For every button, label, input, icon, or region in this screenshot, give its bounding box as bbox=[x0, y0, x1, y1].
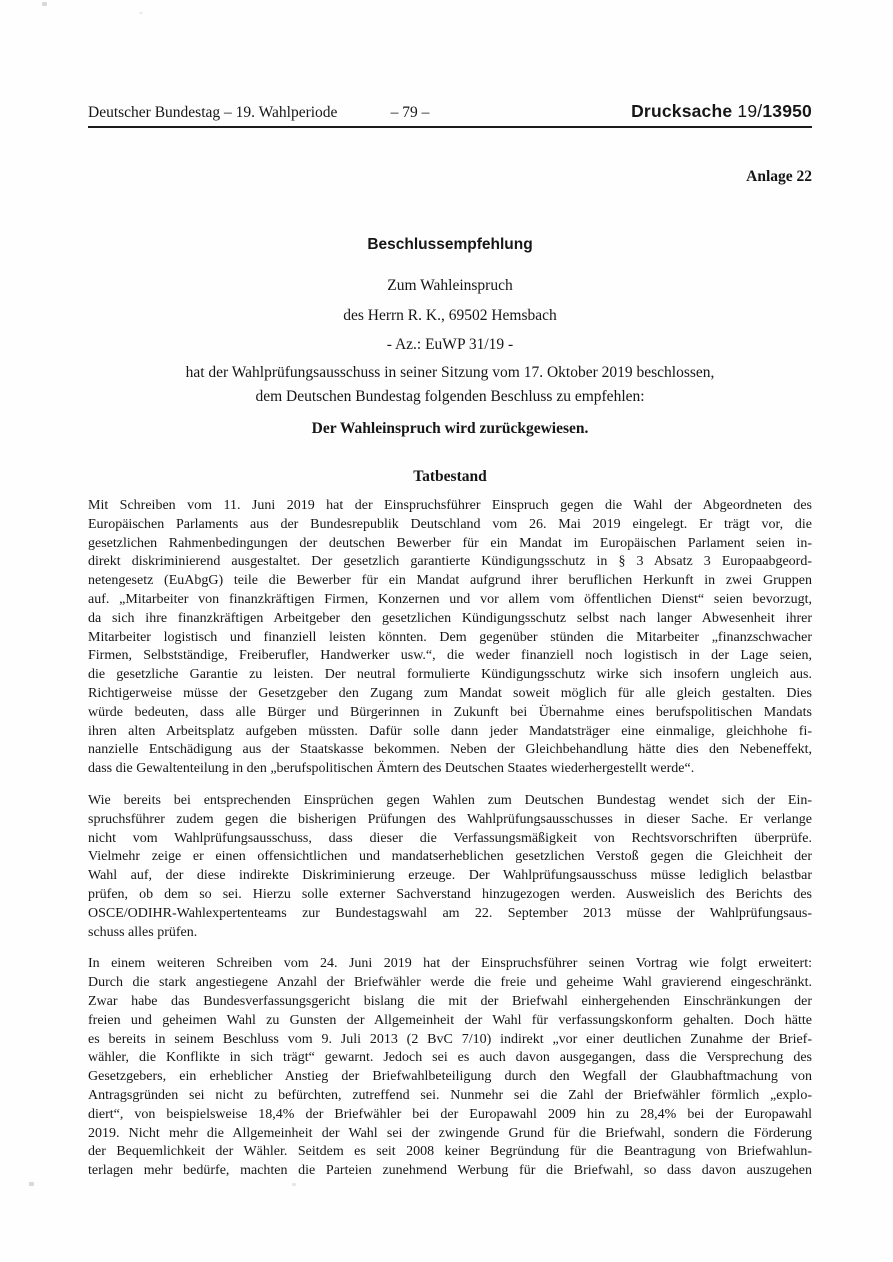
body-text bbox=[88, 497, 812, 1181]
drucksache-number-prefix: 19/ bbox=[737, 101, 763, 121]
text-line: die gesetzliche Garantie zu leisten. Der neutral formulierte Kündigungsschutz wirke sich insofern ungleich aus. bbox=[88, 667, 812, 683]
drucksache-label: Drucksache bbox=[631, 101, 733, 121]
text-line: diert“, von beispielsweise 18,4% der Briefwähler bei der Europawahl 2009 hin zu 28,4% bei der Europawahl bbox=[88, 1106, 812, 1122]
scan-artifact bbox=[42, 2, 47, 6]
text-line: Mitarbeiter logistisch und finanziell leisten könnten. Dem gegenüber stünden die Mitarbeiter „finanzschwacher bbox=[88, 629, 812, 645]
text-line: Wie bereits bei entsprechenden Einsprüchen gegen Wahlen zum Deutschen Bundestag wendet sich der Ein- bbox=[88, 792, 812, 808]
text-line: Wahl auf, der diese indirekte Diskriminierung erzeuge. Der Wahlprüfungsausschuss müsse lediglich belastbar bbox=[88, 868, 812, 884]
header-parliament-label: Deutscher Bundestag – 19. Wahlperiode bbox=[88, 104, 338, 121]
text-line: Firmen, Selbstständige, Freiberufler, Handwerker usw.“, die weder finanziell noch logistisch in der Lage seien, bbox=[88, 648, 812, 664]
text-line: Zwar habe das Bundesverfassungsgericht bislang die mit der Briefwahl einhergehenden Einschränkungen der bbox=[88, 993, 812, 1009]
text-line: Gesetzgebers, ein erheblicher Anstieg der Briefwahlbeteiligung durch den Wegfall der Glaubhaftmachung von bbox=[88, 1069, 812, 1085]
text-line: Durch die stark angestiegene Anzahl der Briefwähler werde die freie und geheime Wahl gravierend eingeschränkt. bbox=[88, 975, 812, 991]
text-line: wähler, die Konflikte in sich trägt“ gewarnt. Jedoch sei es auch davon ausgegangen, dass die Versprechung des bbox=[88, 1050, 812, 1066]
scan-artifact bbox=[29, 1182, 34, 1186]
annex-label: Anlage 22 bbox=[746, 168, 812, 185]
text-line: der Bequemlichkeit der Wähler. Seitdem es seit 2008 keiner Begründung für die Beantragung von Briefwahlun- bbox=[88, 1144, 812, 1160]
text-line: auf. „Mitarbeiter von finanzkräftigen Firmen, Konzernen und vor allem vom öffentlichen Dienst“ seien bevorzugt, bbox=[88, 591, 812, 607]
text-line: dass die Gewaltenteilung in den „berufspolitischen Ämtern des Deutschen Staates wiederhergestellt werde“. bbox=[88, 761, 695, 777]
text-line: nicht vom Wahlprüfungsausschuss, dass dieser die Verfassungsmäßigkeit von Rechtsvorschriften überprüfe. bbox=[88, 830, 812, 846]
text-line: ihren alten Arbeitsplatz aufgeben müssten. Dafür solle dann jeder Mandatsträger eine einmalige, gleichhohe fi- bbox=[88, 723, 812, 739]
text-line: schuss alles prüfen. bbox=[88, 924, 198, 940]
text-line: 2019. Nicht mehr die Allgemeinheit der Wahl sei der zwingende Grund für die Briefwahl, sondern die Förderung bbox=[88, 1125, 812, 1141]
text-line: würde bedeuten, dass alle Bürger und Bürgerinnen in Zukunft bei Übernahme eines berufspolitischen Mandats bbox=[88, 704, 812, 720]
section-heading-tatbestand: Tatbestand bbox=[413, 468, 487, 485]
text-line: OSCE/ODIHR-Wahlexpertenteams zur Bundestagswahl am 22. September 2013 müsse der Wahlprüfungsaus- bbox=[88, 905, 812, 921]
text-line: gesetzlichen Rahmenbedingungen der deutschen Bewerber für ein Mandat im Europäischen Parlament seien in- bbox=[88, 535, 812, 551]
text-line: Europäischen Parlaments aus der Bundesrepublik Deutschland vom 26. Mai 2019 eingelegt. Er trägt vor, die bbox=[88, 516, 812, 532]
text-line: In einem weiteren Schreiben vom 24. Juni 2019 hat der Einspruchsführer seinen Vortrag wie folgt erweitert: bbox=[88, 956, 812, 972]
subtitle-subject: Zum Wahleinspruch bbox=[387, 277, 513, 294]
text-line: direkt diskriminierend ausgestaltet. Der gesetzlich garantierte Kündigungsschutz in § 3 Absatz 3 Europaabgeord- bbox=[88, 554, 812, 570]
text-line: es bereits in seinem Beschluss vom 9. Juli 2013 (2 BvC 7/10) indirekt „vor einer deutlichen Zunahme der Brief- bbox=[88, 1031, 812, 1047]
subtitle-recommendation-intro: dem Deutschen Bundestag folgenden Beschluss zu empfehlen: bbox=[255, 388, 645, 405]
header-document-number bbox=[469, 101, 812, 122]
text-line: da sich ihre finanzkräftigen Arbeitgeber den gesetzlichen Kündigungsschutz selbst nach langer Abwesenheit ihrer bbox=[88, 610, 812, 626]
body-paragraph-2 bbox=[88, 792, 812, 942]
document-title: Beschlussempfehlung bbox=[367, 236, 533, 253]
body-paragraph-3 bbox=[88, 955, 812, 1181]
text-line: spruchsführer zudem gegen die bisherigen Prüfungen des Wahlprüfungsausschusses in dieser Sache. Er verlange bbox=[88, 811, 812, 827]
text-line: Vielmehr zeige er einen offensichtlichen und mandatserheblichen gesetzlichen Verstoß gegen die Gleichheit der bbox=[88, 849, 812, 865]
text-line: Richtigerweise müsse der Gesetzgeber den Zugang zum Mandat soweit möglich für alle gleich gestalten. Dies bbox=[88, 685, 812, 701]
text-line: freien und geheimen Wahl zu Gunsten der Allgemeinheit der Wahl für verfassungskonform gehalten. Doch hätte bbox=[88, 1012, 812, 1028]
text-line: terlagen mehr bedürfe, machten die Parteien zunehmend Werbung für die Briefwahl, so dass davon auszugehen bbox=[88, 1163, 812, 1179]
drucksache-number: 13950 bbox=[762, 101, 812, 121]
page-content bbox=[88, 0, 812, 1194]
text-line: Mit Schreiben vom 11. Juni 2019 hat der Einspruchsführer Einspruch gegen die Wahl der Abgeordneten des bbox=[88, 498, 812, 513]
text-line: netengesetz (EuAbgG) teile die Bewerber für ein Mandat aufgrund ihrer beruflichen Herkunft in zwei Gruppen bbox=[88, 573, 812, 589]
header-rule bbox=[88, 126, 812, 128]
page-header bbox=[88, 101, 812, 122]
text-line: prüfen, ob dem so sei. Hierzu solle externer Sachverstand hinzugezogen werden. Ausweislich des Berichts des bbox=[88, 886, 812, 902]
text-line: Antragsgründen sei nicht zu befürchten, zutreffend sei. Nunmehr sei die Zahl der Briefwähler förmlich „explo- bbox=[88, 1087, 812, 1103]
body-paragraph-1 bbox=[88, 497, 812, 779]
subtitle-case-number: - Az.: EuWP 31/19 - bbox=[386, 336, 514, 353]
subtitle-petitioner: des Herrn R. K., 69502 Hemsbach bbox=[343, 307, 557, 324]
subtitle-committee-session: hat der Wahlprüfungsausschuss in seiner Sitzung vom 17. Oktober 2019 beschlossen, bbox=[185, 364, 715, 381]
decision-text: Der Wahleinspruch wird zurückgewiesen. bbox=[311, 420, 589, 437]
header-page-number: – 79 – bbox=[390, 104, 430, 121]
text-line: nanzielle Entschädigung aus der Staatskasse bekommen. Neben der Gleichbehandlung hätte dies den Nebeneffekt, bbox=[88, 742, 812, 758]
